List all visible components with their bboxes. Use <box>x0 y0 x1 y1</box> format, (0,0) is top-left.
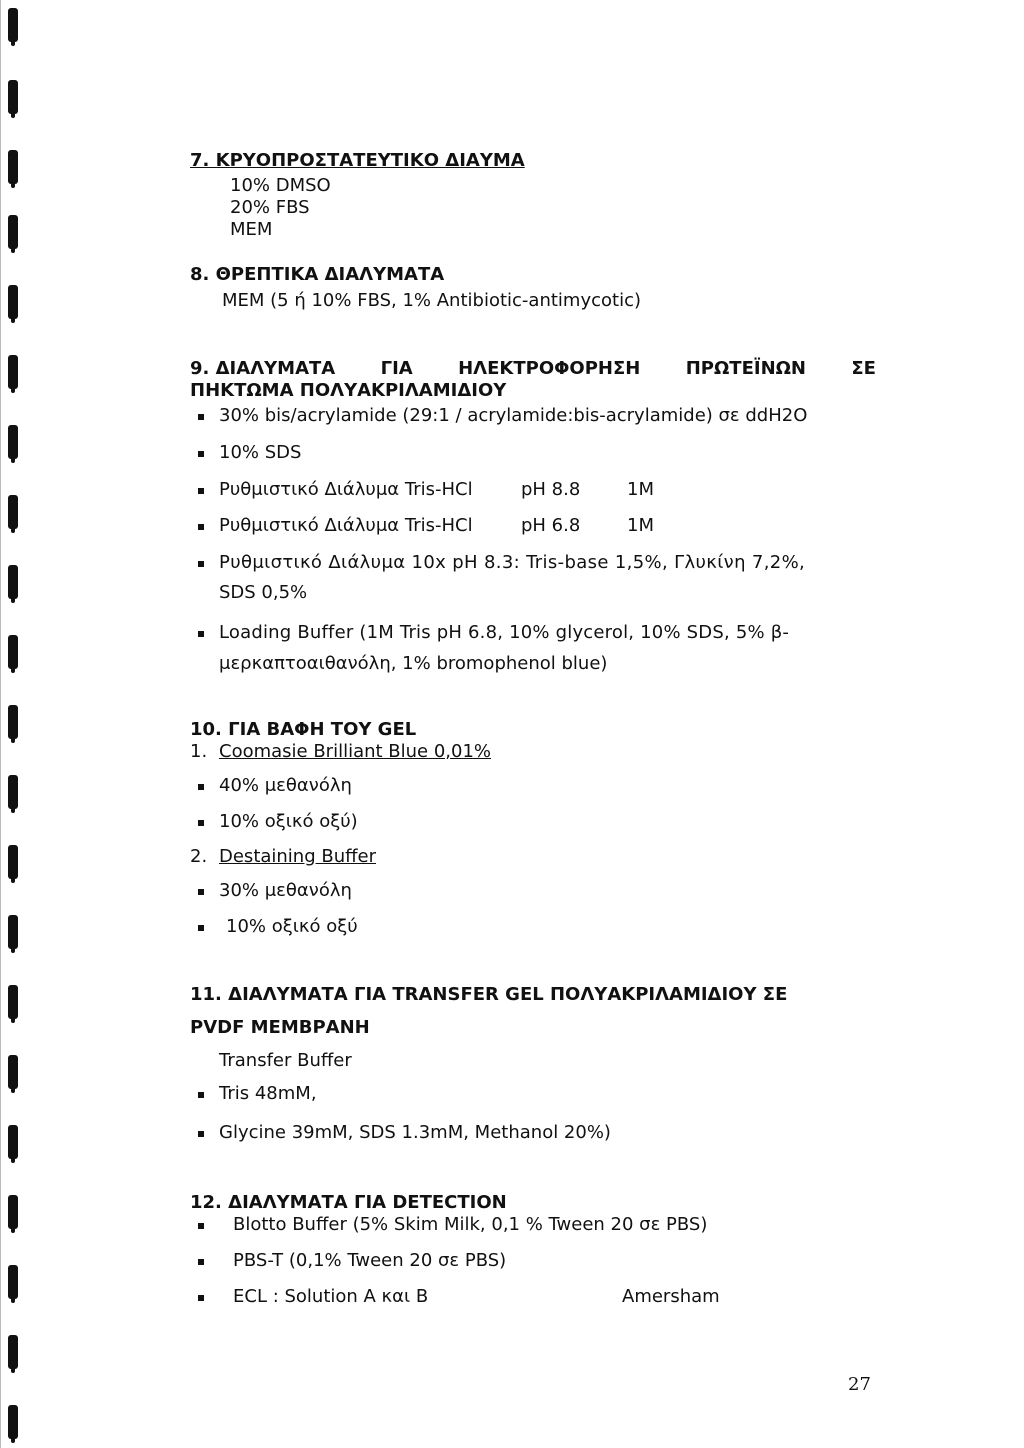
section-9-title-line2: ΠΗΚΤΩΜΑ ΠΟΛΥΑΚΡΙΛΑΜΙΔΙΟΥ <box>190 380 507 401</box>
s10-item: 40% μεθανόλη <box>219 775 352 796</box>
section-10-title: 10. ΓΙΑ ΒΑΦΗ ΤΟΥ GEL <box>190 719 417 740</box>
s10-sub-title: Coomasie Brilliant Blue 0,01% <box>219 741 492 762</box>
bullet <box>198 561 204 567</box>
s11-item: Tris 48mM, <box>219 1083 317 1104</box>
title-word: ΠΡΩΤΕΪΝΩΝ <box>685 358 806 379</box>
bullet <box>198 925 204 931</box>
bullet <box>198 820 204 826</box>
s10-item: 30% μεθανόλη <box>219 880 352 901</box>
bullet <box>198 488 204 494</box>
s9-item: Ρυθμιστικό Διάλυμα 10x pH 8.3: Tris-base 1,5%, Γλυκίνη 7,2%, <box>219 552 806 573</box>
bullet <box>198 1092 204 1098</box>
s9-item-ph: pH 6.8 <box>521 515 581 536</box>
page-number: 27 <box>848 1374 871 1395</box>
s12-item: Blotto Buffer (5% Skim Milk, 0,1 % Tween 20 σε PBS) <box>233 1214 708 1235</box>
s10-item: 10% οξικό οξύ <box>226 916 358 937</box>
s9-item-cont: SDS 0,5% <box>219 582 308 603</box>
title-word: ΣΕ <box>851 358 876 379</box>
s10-sub-num: 1. <box>190 741 208 762</box>
bullet <box>198 524 204 530</box>
s10-sub-num: 2. <box>190 846 208 867</box>
bullet <box>198 1295 204 1301</box>
s9-item: Loading Buffer (1M Tris pH 6.8, 10% glycerol, 10% SDS, 5% β- <box>219 622 790 643</box>
s11-sub: Transfer Buffer <box>219 1050 352 1071</box>
s12-item: ECL : Solution A και B <box>233 1286 429 1307</box>
section-8-title: 8. ΘΡΕΠΤΙΚΑ ΔΙΑΛΥΜΑΤΑ <box>190 264 445 285</box>
bullet <box>198 784 204 790</box>
s9-item: 30% bis/acrylamide (29:1 / acrylamide:bis-acrylamide) σε ddH2O <box>219 405 808 426</box>
s10-item: 10% οξικό οξύ) <box>219 811 358 832</box>
bullet <box>198 631 204 637</box>
s9-item-conc: 1M <box>627 479 654 500</box>
bullet <box>198 414 204 420</box>
s7-line: 10% DMSO <box>230 175 331 196</box>
s8-line: MEM (5 ή 10% FBS, 1% Antibiotic-antimycotic) <box>222 290 641 311</box>
s9-item-ph: pH 8.8 <box>521 479 581 500</box>
bullet <box>198 1131 204 1137</box>
s12-item: PBS-T (0,1% Tween 20 σε PBS) <box>233 1250 507 1271</box>
s9-item: Ρυθμιστικό Διάλυμα Tris-HCl <box>219 479 473 500</box>
s11-item: Glycine 39mM, SDS 1.3mM, Methanol 20%) <box>219 1122 611 1143</box>
s7-line: MEM <box>230 219 273 240</box>
page-edge <box>0 0 1 1448</box>
s9-item-cont: μερκαπτοαιθανόλη, 1% bromophenol blue) <box>219 653 608 674</box>
title-word: ΗΛΕΚΤΡΟΦΟΡΗΣΗ <box>458 358 641 379</box>
section-11-title-line2: PVDF ΜΕΜΒΡΑΝΗ <box>190 1017 370 1038</box>
title-word: 9. ΔΙΑΛΥΜΑΤΑ <box>190 358 336 379</box>
bullet <box>198 1259 204 1265</box>
section-9-title <box>190 358 876 380</box>
s12-ecl-vendor: Amersham <box>622 1286 720 1307</box>
bullet <box>198 889 204 895</box>
bullet <box>198 1223 204 1229</box>
s9-item: 10% SDS <box>219 442 302 463</box>
section-7-title: 7. ΚΡΥΟΠΡΟΣΤΑΤΕΥΤΙΚΟ ΔΙΑΥΜΑ <box>190 150 525 171</box>
s9-item-conc: 1M <box>627 515 654 536</box>
bullet <box>198 451 204 457</box>
section-11-title: 11. ΔΙΑΛΥΜΑΤΑ ΓΙΑ TRANSFER GEL ΠΟΛΥΑΚΡΙΛΑΜΙΔΙΟΥ ΣΕ <box>190 984 788 1005</box>
s7-line: 20% FBS <box>230 197 310 218</box>
title-word: ΓΙΑ <box>380 358 413 379</box>
s9-item: Ρυθμιστικό Διάλυμα Tris-HCl <box>219 515 473 536</box>
section-12-title: 12. ΔΙΑΛΥΜΑΤΑ ΓΙΑ DETECTION <box>190 1192 507 1213</box>
s10-sub-title: Destaining Buffer <box>219 846 376 867</box>
